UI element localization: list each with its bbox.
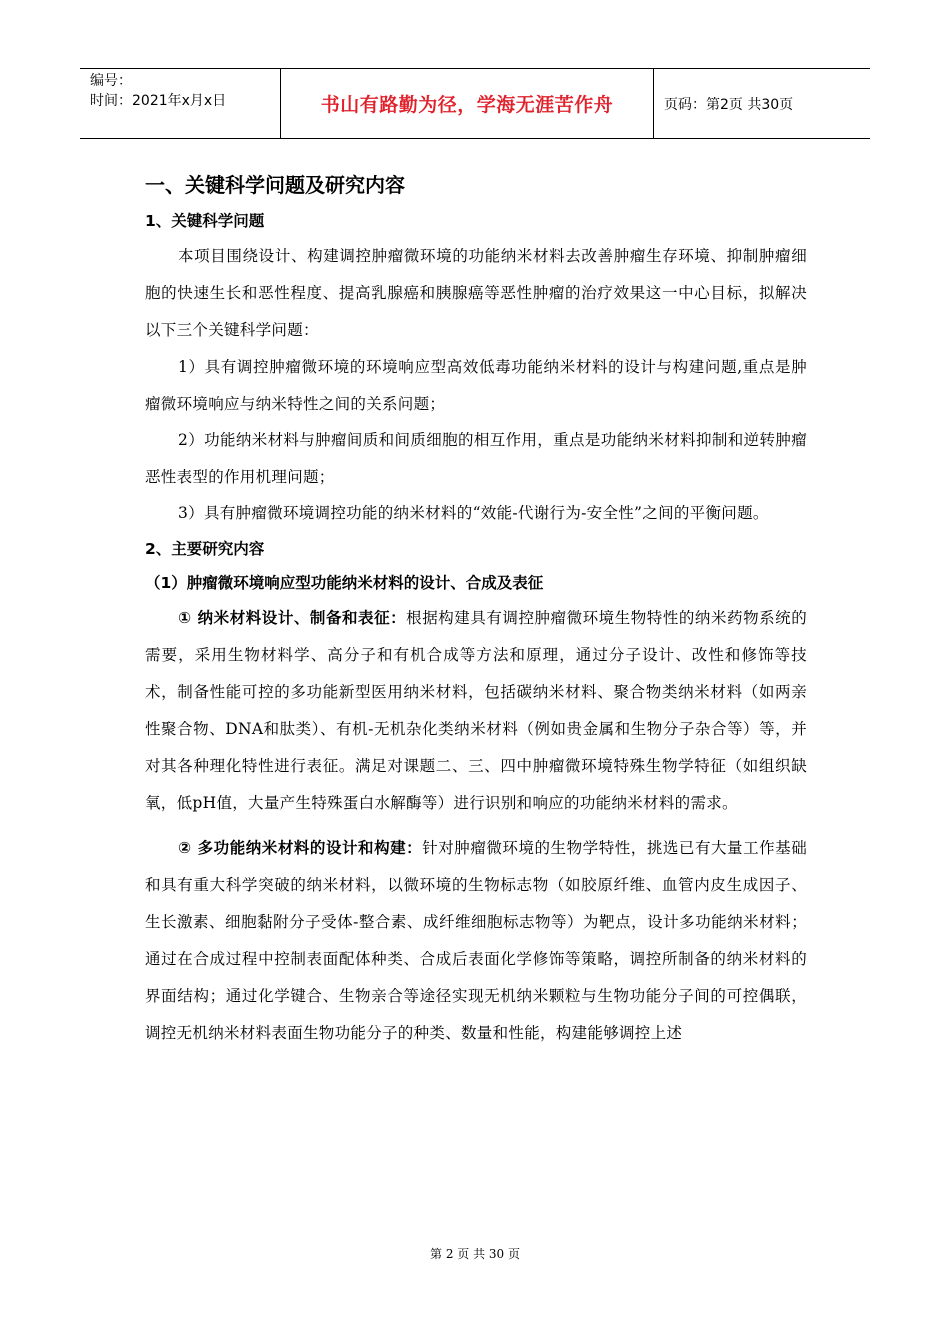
paragraph-material-design xyxy=(145,600,807,822)
paragraph-question-1: 1）具有调控肿瘤微环境的环境响应型高效低毒功能纳米材料的设计与构建问题,重点是肿瘤微环境响应与纳米特性之间的关系问题； xyxy=(145,358,807,413)
document-body xyxy=(145,168,807,1052)
header-number: 编号： xyxy=(90,73,132,89)
paragraph-material-design-lead: ① 纳米材料设计、制备和表征： xyxy=(178,608,407,627)
subsection-title-2-1: （1）肿瘤微环境响应型功能纳米材料的设计、合成及表征 xyxy=(145,573,544,592)
header-page-info: 页码：第2页 共30页 xyxy=(664,96,794,113)
paragraph-intro: 本项目围绕设计、构建调控肿瘤微环境的功能纳米材料去改善肿瘤生存环境、抑制肿瘤细胞的快速生长和恶性程度、提高乳腺癌和胰腺癌等恶性肿瘤的治疗效果这一中心目标，拟解决以下三个关键科学问题： xyxy=(145,247,807,339)
page-footer: 第 2 页 共 30 页 xyxy=(430,1247,520,1261)
header-date: 时间：2021年x月x日 xyxy=(90,93,227,109)
subsection-title-1: 1、关键科学问题 xyxy=(145,212,265,230)
paragraph-multifunction-lead: ② 多功能纳米材料的设计和构建： xyxy=(178,838,423,857)
paragraph-material-design-body: 根据构建具有调控肿瘤微环境生物特性的纳米药物系统的需要，采用生物材料学、高分子和有机合成等方法和原理，通过分子设计、改性和修饰等技术，制备性能可控的多功能新型医用纳米材料，包括碳纳米材料、聚合物类纳米材料（如两亲性聚合物、DNA和肽类）、有机-无机杂化类纳米材料（例如贵金属和生物分子杂合等）等，并对其各种理化特性进行表征。满足对课题二、三、四中肿瘤微环境特殊生物学特征（如组织缺氧，低pH值，大量产生特殊蛋白水解酶等）进行识别和响应的功能纳米材料的需求。 xyxy=(145,608,807,812)
header-motto: 书山有路勤为径，学海无涯苦作舟 xyxy=(280,69,654,138)
paragraph-question-3: 3）具有肿瘤微环境调控功能的纳米材料的“效能-代谢行为-安全性”之间的平衡问题。 xyxy=(178,504,769,522)
paragraph-multifunction xyxy=(145,830,807,1052)
paragraph-question-2: 2）功能纳米材料与肿瘤间质和间质细胞的相互作用，重点是功能纳米材料抑制和逆转肿瘤恶性表型的作用机理问题； xyxy=(145,431,807,486)
section-title: 一、关键科学问题及研究内容 xyxy=(145,173,405,197)
page-header xyxy=(80,68,870,139)
subsection-title-2: 2、主要研究内容 xyxy=(145,539,265,558)
paragraph-multifunction-body: 针对肿瘤微环境的生物学特性，挑选已有大量工作基础和具有重大科学突破的纳米材料，以微环境的生物标志物（如胶原纤维、血管内皮生成因子、生长激素、细胞黏附分子受体-整合素、成纤维细胞标志物等）为靶点，设计多功能纳米材料；通过在合成过程中控制表面配体种类、合成后表面化学修饰等策略，调控所制备的纳米材料的界面结构；通过化学键合、生物亲合等途径实现无机纳米颗粒与生物功能分子间的可控偶联，调控无机纳米材料表面生物功能分子的种类、数量和性能，构建能够调控上述 xyxy=(145,838,808,1042)
header-meta xyxy=(80,69,280,138)
